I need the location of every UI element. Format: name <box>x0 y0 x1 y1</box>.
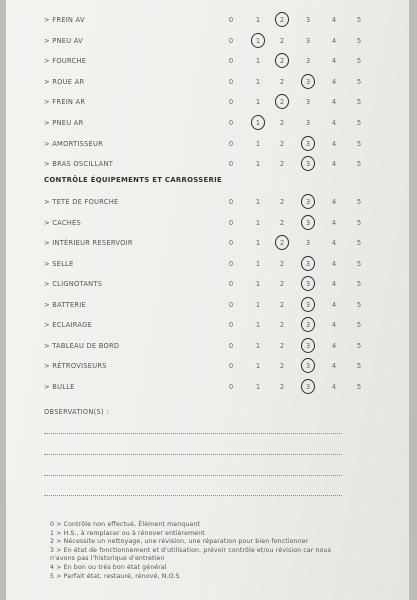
score-option-selected[interactable]: 3 <box>302 198 314 206</box>
score-option[interactable]: 0 <box>228 280 234 288</box>
checklist-row <box>6 298 409 318</box>
score-option-selected[interactable]: 3 <box>302 280 314 288</box>
score-option[interactable]: 0 <box>228 16 234 24</box>
score-option[interactable]: 4 <box>331 77 337 86</box>
row-label: > INTÉRIEUR RESERVOIR <box>44 239 133 247</box>
score-option[interactable]: 2 <box>279 280 285 288</box>
score-option[interactable]: 5 <box>356 300 362 309</box>
checklist-row <box>6 339 409 359</box>
score-option[interactable]: 5 <box>356 280 362 288</box>
legend-line: 2 > Nécessite un nettoyage, une révision, une réparation pour bien fonctionner <box>50 538 309 546</box>
score-option[interactable]: 1 <box>255 198 261 206</box>
row-label: > TABLEAU DE BORD <box>44 341 120 350</box>
legend-line: 1 > H.S., à remplacer ou à rénover entièrement <box>50 529 205 537</box>
score-option[interactable]: 4 <box>331 57 337 66</box>
score-option[interactable]: 5 <box>356 362 362 370</box>
observation-title: OBSERVATION(S) : <box>44 408 109 416</box>
row-label: > ECLAIRAGE <box>44 321 93 329</box>
score-option[interactable]: 1 <box>255 300 261 309</box>
score-option[interactable]: 1 <box>255 259 261 268</box>
score-option[interactable]: 3 <box>305 57 311 66</box>
score-option-selected[interactable]: 3 <box>302 219 314 227</box>
row-label: > PNEU AV <box>44 36 83 45</box>
score-option-selected[interactable]: 3 <box>302 260 314 268</box>
score-option[interactable]: 2 <box>279 77 285 86</box>
row-label: > FOURCHE <box>44 57 87 66</box>
score-option[interactable]: 5 <box>356 218 362 227</box>
score-option[interactable]: 0 <box>228 160 234 169</box>
score-option[interactable]: 1 <box>255 239 261 247</box>
score-option[interactable]: 2 <box>279 119 285 127</box>
score-option[interactable]: 2 <box>279 160 285 169</box>
score-option[interactable]: 0 <box>228 321 234 329</box>
score-option[interactable]: 4 <box>331 198 337 206</box>
score-option[interactable]: 1 <box>255 321 261 329</box>
legend-line: 3 > En état de fonctionnement et d'utilisation, prévoir contrôle et/ou révision car nous <box>50 546 332 554</box>
score-option[interactable]: 0 <box>228 382 234 391</box>
score-option[interactable]: 4 <box>331 259 337 268</box>
row-label: > BULLE <box>44 382 75 391</box>
row-label: > SELLE <box>44 259 74 268</box>
score-option[interactable]: 0 <box>228 57 234 66</box>
checklist-row <box>6 318 409 338</box>
row-label: > RÉTROVISEURS <box>44 362 107 370</box>
checklist-row <box>6 257 409 277</box>
score-option[interactable]: 4 <box>331 119 337 127</box>
row-label: > BATTERIE <box>44 300 86 309</box>
score-option[interactable]: 1 <box>255 341 261 350</box>
checklist-row <box>6 157 409 177</box>
score-option[interactable]: 0 <box>228 36 234 45</box>
score-option-selected[interactable]: 3 <box>302 342 314 350</box>
score-option[interactable]: 4 <box>331 36 337 45</box>
score-option[interactable]: 4 <box>331 382 337 391</box>
score-option[interactable]: 2 <box>279 36 285 45</box>
score-option[interactable]: 1 <box>255 218 261 227</box>
score-option[interactable]: 0 <box>228 198 234 206</box>
score-option[interactable]: 5 <box>356 77 362 86</box>
score-option-selected[interactable]: 1 <box>252 119 264 127</box>
score-option[interactable]: 1 <box>255 77 261 86</box>
row-label: > FREIN AR <box>44 98 86 107</box>
row-label: > ROUE AR <box>44 77 85 86</box>
section-title: CONTRÔLE ÉQUIPEMENTS ET CARROSSERIE <box>44 176 222 184</box>
score-option[interactable]: 3 <box>305 98 311 107</box>
score-option[interactable]: 2 <box>279 300 285 309</box>
score-option[interactable]: 1 <box>255 139 261 148</box>
legend-line: n'avons pas l'historique d'entretien <box>50 555 165 563</box>
row-label: > BRAS OSCILLANT <box>44 160 114 169</box>
score-option[interactable]: 5 <box>356 321 362 329</box>
score-option[interactable]: 5 <box>356 198 362 206</box>
row-label: > CACHES <box>44 218 82 227</box>
score-option[interactable]: 5 <box>356 16 362 24</box>
score-option-selected[interactable]: 3 <box>302 78 314 86</box>
row-label: > AMORTISSEUR <box>44 139 104 148</box>
score-option[interactable]: 0 <box>228 119 234 127</box>
score-option[interactable]: 1 <box>255 362 261 370</box>
rating-legend <box>50 521 331 581</box>
observation-line[interactable] <box>44 475 342 476</box>
score-option[interactable]: 3 <box>305 36 311 45</box>
checklist-row <box>6 137 409 157</box>
score-option[interactable]: 1 <box>255 98 261 107</box>
score-option[interactable]: 5 <box>356 239 362 247</box>
score-option[interactable]: 4 <box>331 300 337 309</box>
checklist-row <box>6 54 409 74</box>
score-option[interactable]: 0 <box>228 300 234 309</box>
score-option[interactable]: 0 <box>228 341 234 350</box>
checklist-row <box>6 277 409 297</box>
score-option[interactable]: 5 <box>356 382 362 391</box>
score-option-selected[interactable]: 2 <box>276 98 288 106</box>
row-label: > FREIN AV <box>44 16 85 24</box>
legend-line: 0 > Contrôle non effectué, Élément manquant <box>50 521 201 528</box>
score-option[interactable]: 4 <box>331 239 337 247</box>
legend-line: 5 > Parfait état, restauré, rénové, N.O.S <box>50 572 180 580</box>
score-option[interactable]: 2 <box>279 341 285 350</box>
checklist-row <box>6 195 409 215</box>
checklist-row <box>6 116 409 136</box>
observation-line[interactable] <box>44 454 342 455</box>
score-option[interactable]: 3 <box>305 16 311 24</box>
score-option-selected[interactable]: 2 <box>276 16 288 24</box>
score-option[interactable]: 2 <box>279 198 285 206</box>
score-option[interactable]: 4 <box>331 362 337 370</box>
score-option[interactable]: 2 <box>279 259 285 268</box>
score-option[interactable]: 4 <box>331 16 337 24</box>
score-option[interactable]: 4 <box>331 139 337 148</box>
inspection-sheet <box>6 0 409 600</box>
score-option-selected[interactable]: 3 <box>302 140 314 148</box>
score-option[interactable]: 5 <box>356 119 362 127</box>
score-option[interactable]: 5 <box>356 160 362 169</box>
score-option[interactable]: 0 <box>228 77 234 86</box>
score-option-selected[interactable]: 1 <box>252 37 264 45</box>
checklist-row <box>6 13 409 33</box>
score-option[interactable]: 2 <box>279 139 285 148</box>
score-option[interactable]: 0 <box>228 98 234 107</box>
score-option-selected[interactable]: 2 <box>276 57 288 65</box>
row-label: > TETE DE FOURCHE <box>44 198 119 206</box>
score-option[interactable]: 5 <box>356 259 362 268</box>
score-option[interactable]: 1 <box>255 160 261 169</box>
score-option[interactable]: 4 <box>331 280 337 288</box>
score-option[interactable]: 3 <box>305 119 311 127</box>
score-option[interactable]: 2 <box>279 382 285 391</box>
score-option[interactable]: 4 <box>331 160 337 169</box>
score-option-selected[interactable]: 3 <box>302 301 314 309</box>
score-option[interactable]: 5 <box>356 36 362 45</box>
checklist-row <box>6 359 409 379</box>
score-option-selected[interactable]: 3 <box>302 362 314 370</box>
row-label: > PNEU AR <box>44 119 84 127</box>
score-option-selected[interactable]: 3 <box>302 160 314 168</box>
score-option[interactable]: 0 <box>228 259 234 268</box>
observation-line[interactable] <box>44 495 342 496</box>
legend-line: 4 > En bon ou très bon état général <box>50 563 167 571</box>
score-option[interactable]: 0 <box>228 139 234 148</box>
score-option[interactable]: 4 <box>331 218 337 227</box>
score-option-selected[interactable]: 2 <box>276 239 288 247</box>
score-option[interactable]: 0 <box>228 239 234 247</box>
score-option[interactable]: 5 <box>356 139 362 148</box>
checklist-row <box>6 75 409 95</box>
score-option[interactable]: 5 <box>356 57 362 66</box>
score-option[interactable]: 1 <box>255 16 261 24</box>
observation-line[interactable] <box>44 433 342 434</box>
score-option[interactable]: 5 <box>356 341 362 350</box>
score-option[interactable]: 0 <box>228 362 234 370</box>
score-option[interactable]: 3 <box>305 239 311 247</box>
score-option[interactable]: 2 <box>279 362 285 370</box>
score-option[interactable]: 1 <box>255 382 261 391</box>
score-option[interactable]: 2 <box>279 321 285 329</box>
score-option[interactable]: 4 <box>331 98 337 107</box>
score-option[interactable]: 5 <box>356 98 362 107</box>
score-option[interactable]: 0 <box>228 218 234 227</box>
checklist-row <box>6 95 409 115</box>
row-label: > CLIGNOTANTS <box>44 280 103 288</box>
checklist-row <box>6 216 409 236</box>
score-option[interactable]: 1 <box>255 280 261 288</box>
score-option[interactable]: 4 <box>331 341 337 350</box>
score-option-selected[interactable]: 3 <box>302 321 314 329</box>
checklist-row <box>6 34 409 54</box>
score-option[interactable]: 1 <box>255 57 261 66</box>
checklist-row <box>6 380 409 400</box>
score-option[interactable]: 2 <box>279 218 285 227</box>
score-option[interactable]: 4 <box>331 321 337 329</box>
checklist-row <box>6 236 409 256</box>
score-option-selected[interactable]: 3 <box>302 383 314 391</box>
